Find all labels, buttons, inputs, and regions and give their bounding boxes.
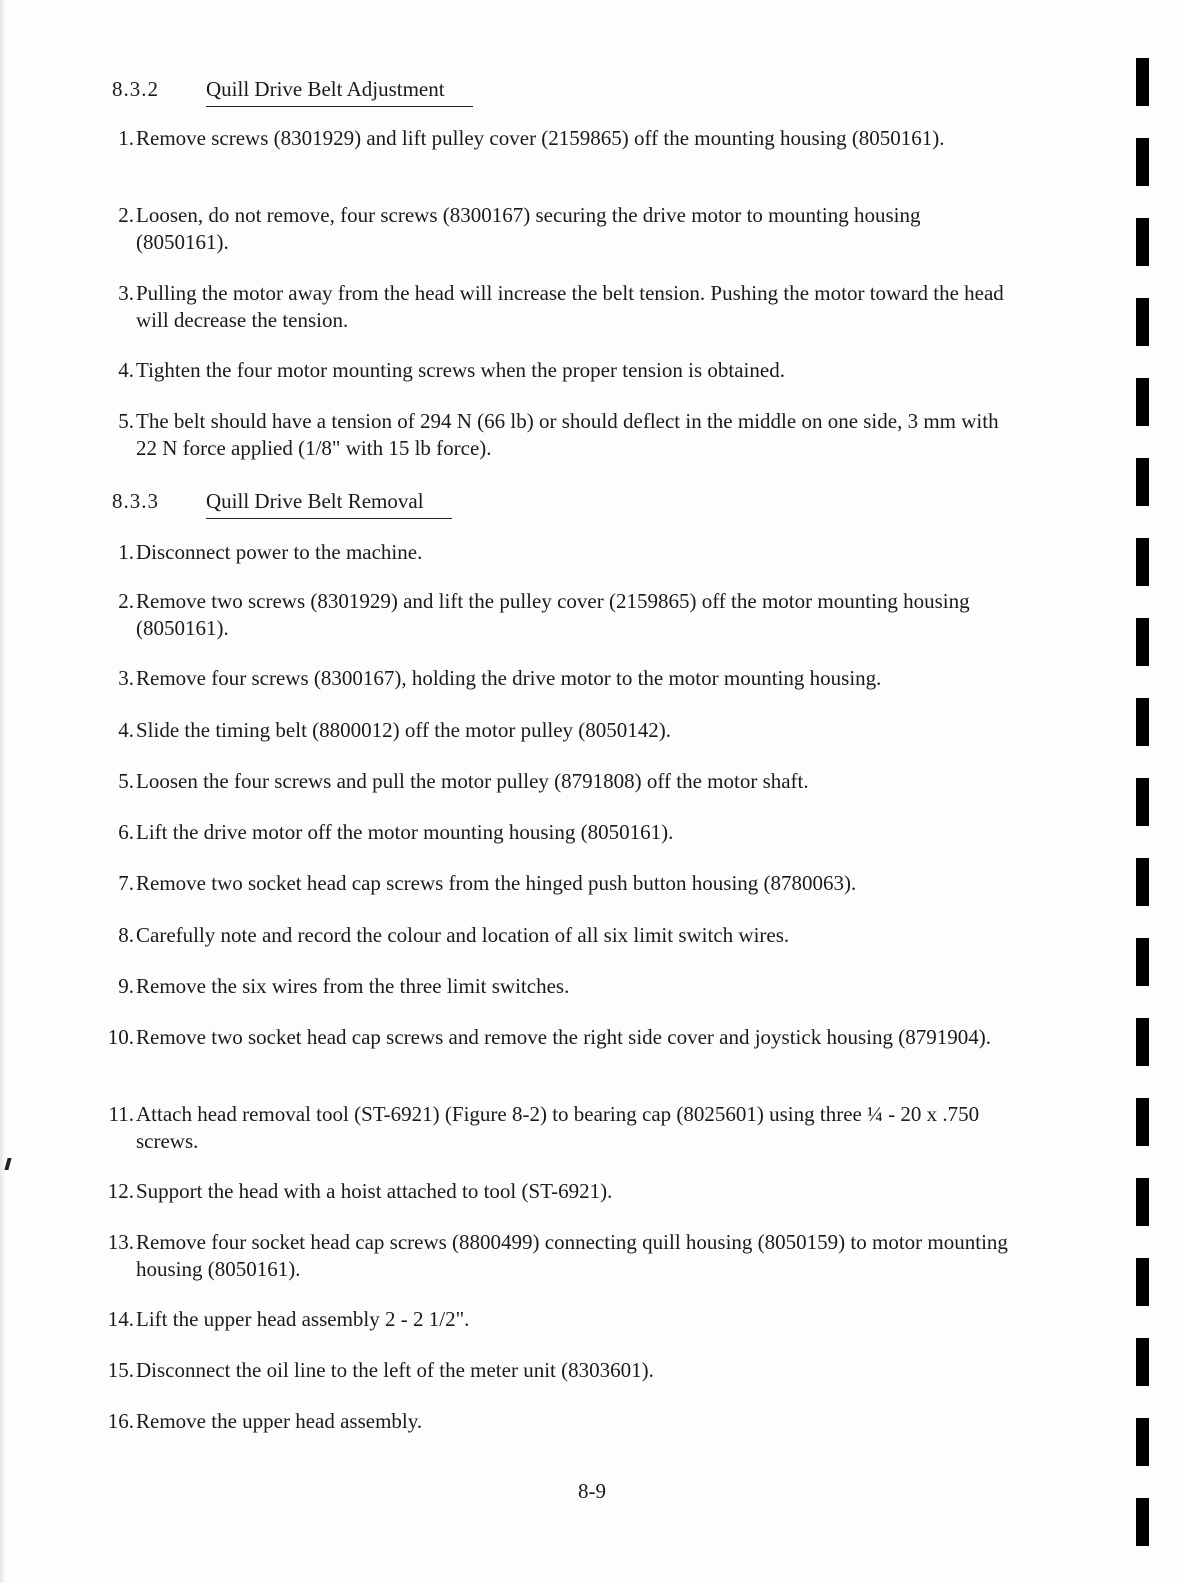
list-item [100,922,1010,949]
binding-mark [1136,1018,1149,1066]
binding-mark [1136,938,1149,986]
binding-mark [1136,538,1149,586]
binding-mark [1136,218,1149,266]
item-number: 10. [107,1025,134,1049]
list-item [100,1306,1010,1333]
list-item [100,1101,1010,1155]
item-text: Lift the upper head assembly 2 - 2 1/2". [136,1307,470,1331]
page-edge-shadow [0,0,6,1583]
item-text: Remove screws (8301929) and lift pulley cover (2159865) off the mounting housing (8050161). [136,126,945,150]
item-text: Support the head with a hoist attached to tool (ST-6921). [136,1179,613,1203]
item-number: 2. [118,203,134,227]
item-text: Remove the upper head assembly. [136,1409,423,1433]
item-text: Loosen, do not remove, four screws (8300167) securing the drive motor to mounting housing (8050161). [136,203,921,254]
item-text: Remove two screws (8301929) and lift the pulley cover (2159865) off the motor mounting housing (8050161). [136,589,970,640]
list-item [100,768,1010,795]
page-number: 8-9 [578,1479,606,1503]
list-item [100,819,1010,846]
item-number: 5. [118,769,134,793]
item-number: 6. [118,820,134,844]
item-number: 3. [118,666,134,690]
binding-mark [1136,138,1149,186]
item-text: Lift the drive motor off the motor mounting housing (8050161). [136,820,674,844]
binding-mark [1136,1178,1149,1226]
binding-mark [1136,1258,1149,1306]
item-number: 11. [108,1102,134,1126]
item-number: 15. [107,1358,134,1382]
list-item [100,1229,1010,1283]
list-item [100,408,1010,462]
list-item [100,125,1010,152]
item-text: Pulling the motor away from the head will increase the belt tension. Pushing the motor toward the head will decrease the tension. [136,281,1004,332]
binding-mark [1136,1418,1149,1466]
item-text: Loosen the four screws and pull the motor pulley (8791808) off the motor shaft. [136,769,809,793]
binding-mark [1136,858,1149,906]
item-number: 7. [118,871,134,895]
binding-mark [1136,1498,1149,1546]
item-text: Remove two socket head cap screws from the hinged push button housing (8780063). [136,871,857,895]
item-text: Slide the timing belt (8800012) off the motor pulley (8050142). [136,718,672,742]
section-title: Quill Drive Belt Adjustment [206,76,473,107]
item-text: Remove the six wires from the three limit switches. [136,974,570,998]
list-item [100,1408,1010,1435]
binding-mark [1136,1098,1149,1146]
item-number: 12. [107,1179,134,1203]
item-number: 16. [107,1409,134,1433]
section-number: 8.3.3 [112,489,159,513]
item-number: 9. [118,974,134,998]
list-item [100,588,1010,642]
item-text: The belt should have a tension of 294 N (66 lb) or should deflect in the middle on one side, 3 mm with 22 N force applied (1/8" with 15 lb force). [136,409,999,460]
item-number: 4. [118,718,134,742]
binding-mark [1136,1338,1149,1386]
list-item [100,202,1010,256]
binding-mark [1136,58,1149,106]
item-text: Tighten the four motor mounting screws when the proper tension is obtained. [136,358,785,382]
item-number: 5. [118,409,134,433]
list-item [100,870,1010,897]
item-number: 1. [118,540,134,564]
binding-mark [1136,378,1149,426]
binding-mark [1136,778,1149,826]
binding-mark [1136,618,1149,666]
list-item [100,539,1010,566]
item-text: Remove four screws (8300167), holding the drive motor to the motor mounting housing. [136,666,882,690]
binding-mark [1136,458,1149,506]
item-text: Carefully note and record the colour and location of all six limit switch wires. [136,923,790,947]
item-number: 1. [118,126,134,150]
section-heading-8-3-3 [112,488,452,519]
list-item [100,665,1010,692]
item-text: Disconnect power to the machine. [136,540,423,564]
item-number: 4. [118,358,134,382]
section-heading-8-3-2 [112,76,473,107]
item-number: 3. [118,281,134,305]
list-item [100,1024,1010,1051]
list-item [100,1178,1010,1205]
item-text: Disconnect the oil line to the left of the meter unit (8303601). [136,1358,654,1382]
item-number: 13. [107,1230,134,1254]
list-item [100,280,1010,334]
item-text: Remove four socket head cap screws (8800499) connecting quill housing (8050159) to motor mounting housing (8050161). [136,1230,1008,1281]
item-number: 2. [118,589,134,613]
item-number: 8. [118,923,134,947]
list-item [100,973,1010,1000]
list-item [100,357,1010,384]
binding-mark [1136,698,1149,746]
item-number: 14. [107,1307,134,1331]
item-text: Remove two socket head cap screws and remove the right side cover and joystick housing (8791904). [136,1025,991,1049]
binding-mark [1136,298,1149,346]
section-title: Quill Drive Belt Removal [206,488,452,519]
list-item [100,717,1010,744]
section-number: 8.3.2 [112,77,159,101]
item-text: Attach head removal tool (ST-6921) (Figure 8-2) to bearing cap (8025601) using three ¼ - 20 x .750 screws. [136,1102,980,1153]
list-item [100,1357,1010,1384]
